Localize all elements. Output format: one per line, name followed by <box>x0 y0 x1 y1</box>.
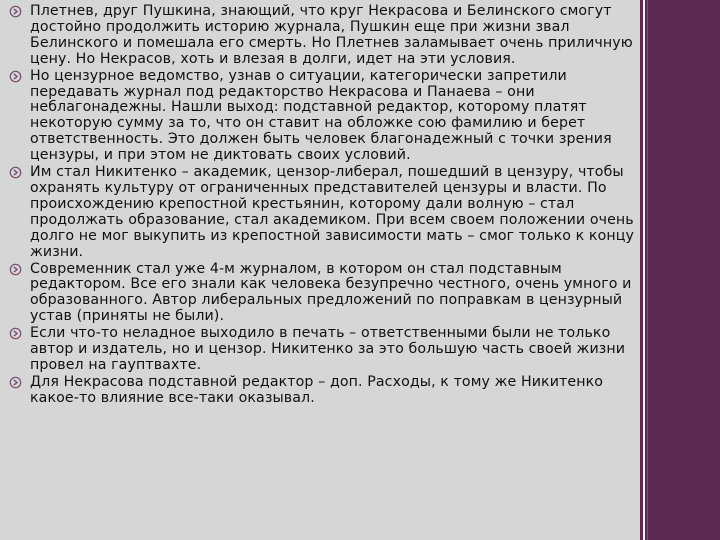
list-item-text: Если что-то неладное выходило в печать – ответственными были не только автор и издатель, но и цензор. Никитенко за это большую часть своей жизни провел на гауптвахте. <box>30 325 626 373</box>
circled-arrow-icon <box>9 166 22 179</box>
list-item-text: Но цензурное ведомство, узнав о ситуации, категорически запретили передавать журнал под редакторство Некрасова и Панаева – они неблагонадежны. Нашли выход: подставной редактор, которому платят некоторую сумму за то, что он ставит на обложке сою фамилию и берет ответственность. Это должен быть человек благонадежный с точки зрения цензуры, и при этом не диктовать своих условий. <box>30 67 612 164</box>
list-item <box>8 262 634 326</box>
circled-arrow-icon <box>9 5 22 18</box>
list-item-text: Им стал Никитенко – академик, цензор-либерал, пошедший в цензуру, чтобы охранять культуру от ограниченных представителей цензуры и власти. По происхождению крепостной крестьянин, которому дали волную – стал продолжать образование, стал академиком. При всем своем положении очень долго не мог выкупить из крепостной зависимости мать – смог только к концу жизни. <box>30 164 635 260</box>
list-item <box>8 375 634 407</box>
list-item <box>8 165 634 260</box>
circled-arrow-icon <box>9 376 22 389</box>
sidebar-divider <box>643 0 645 540</box>
circled-arrow-icon <box>9 327 22 340</box>
bullet-list <box>8 4 634 408</box>
sidebar-divider-inner <box>647 0 648 540</box>
list-item-text: Плетнев, друг Пушкина, знающий, что круг Некрасова и Белинского смогут достойно продолжить историю журнала, Пушкин еще при жизни звал Белинского и помешала его смерть. Но Плетнев заламывает очень приличную цену. Но Некрасов, хоть и влезая в долги, идет на эти условия. <box>30 3 633 67</box>
list-item-text: Для Некрасова подставной редактор – доп. Расходы, к тому же Никитенко какое-то влияние все-таки оказывал. <box>30 373 604 406</box>
circled-arrow-icon <box>9 263 22 276</box>
sidebar-panel <box>640 0 720 540</box>
list-item <box>8 4 634 68</box>
list-item-text: Современник стал уже 4-м журналом, в котором он стал подставным редактором. Все его знали как человека безупречно честного, очень умного и образованного. Автор либеральных предложений по поправкам в цензурный устав (приняты не были). <box>30 260 632 325</box>
list-item <box>8 326 634 374</box>
circled-arrow-icon <box>9 70 22 83</box>
list-item <box>8 69 634 164</box>
